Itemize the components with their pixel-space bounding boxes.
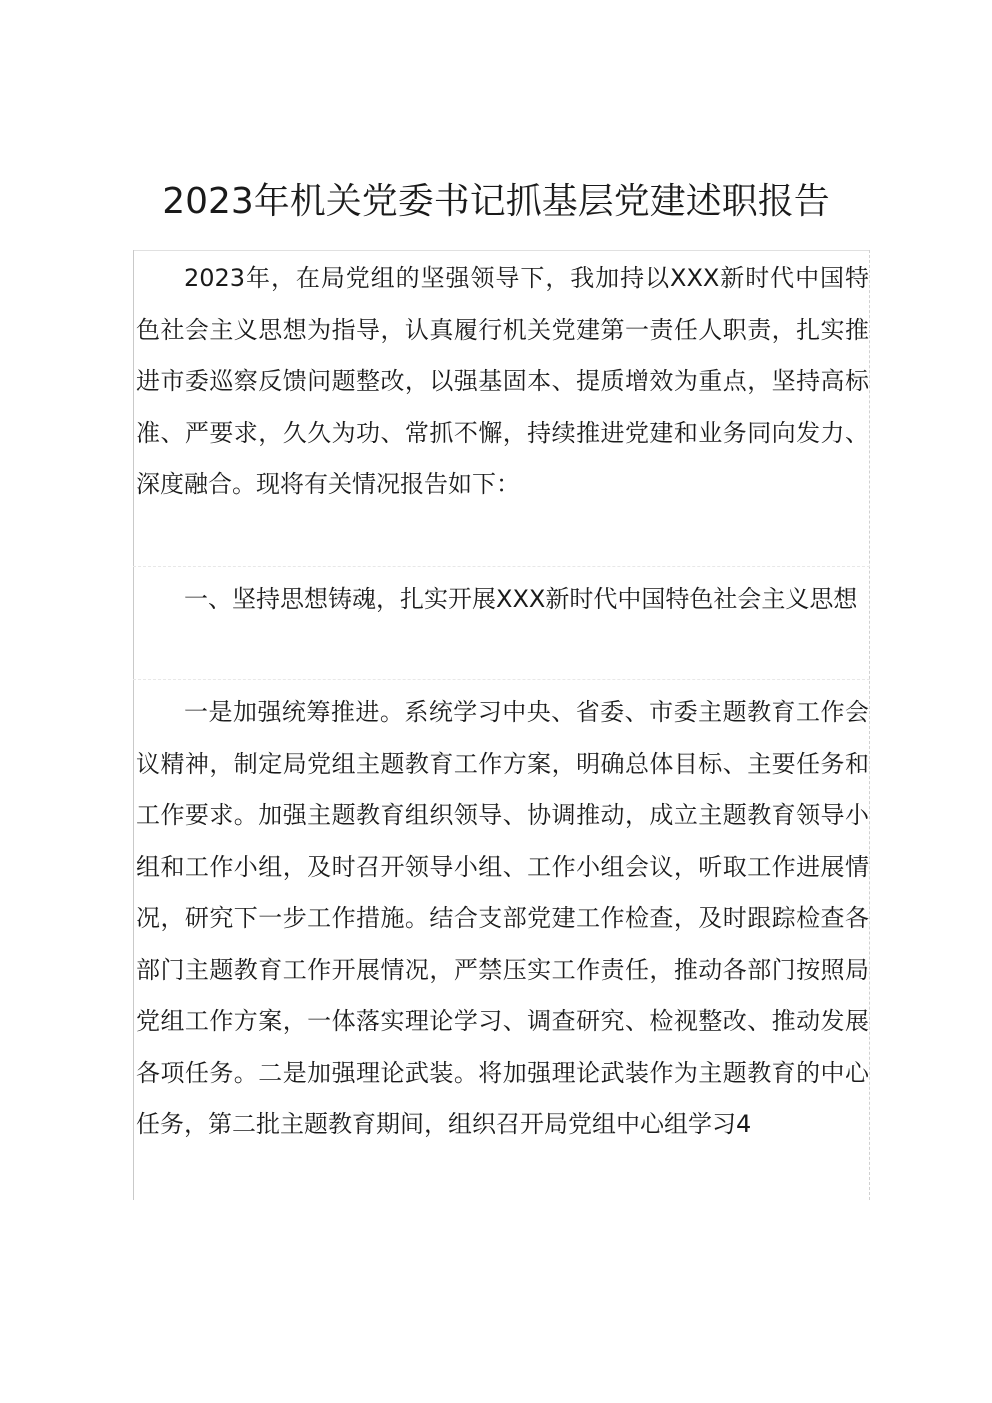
- body-paragraph: 一是加强统筹推进。系统学习中央、省委、市委主题教育工作会议精神，制定局党组主题教育工作方案，明确总体目标、主要任务和工作要求。加强主题教育组织领导、协调推动，成立主题教育领导小组和工作小组，及时召开领导小组、工作小组会议，听取工作进展情况，研究下一步工作措施。结合支部党建工作检查，及时跟踪检查各部门主题教育工作开展情况，严禁压实工作责任，推动各部门按照局党组工作方案，一体落实理论学习、调查研究、检视整改、推动发展各项任务。二是加强理论武装。将加强理论武装作为主题教育的中心任务，第二批主题教育期间，组织召开局党组中心组学习4: [136, 698, 869, 1138]
- paragraph-separator: [133, 566, 870, 567]
- document-title: 2023年机关党委书记抓基层党建述职报告: [162, 181, 830, 222]
- intro-paragraph: 2023年，在局党组的坚强领导下，我加持以XXX新时代中国特色社会主义思想为指导，认真履行机关党建第一责任人职责，扎实推进市委巡察反馈问题整改，以强基固本、提质增效为重点，坚持高标准、严要求，久久为功、常抓不懈，持续推进党建和业务同向发力、深度融合。现将有关情况报告如下：: [136, 264, 869, 498]
- text-frame-left-border: [133, 250, 134, 1200]
- text-frame-right-border: [869, 250, 870, 1200]
- paragraph-separator: [133, 679, 870, 680]
- text-frame-top-border: [133, 250, 870, 251]
- section-heading-1: 一、坚持思想铸魂，扎实开展XXX新时代中国特色社会主义思想: [184, 585, 858, 613]
